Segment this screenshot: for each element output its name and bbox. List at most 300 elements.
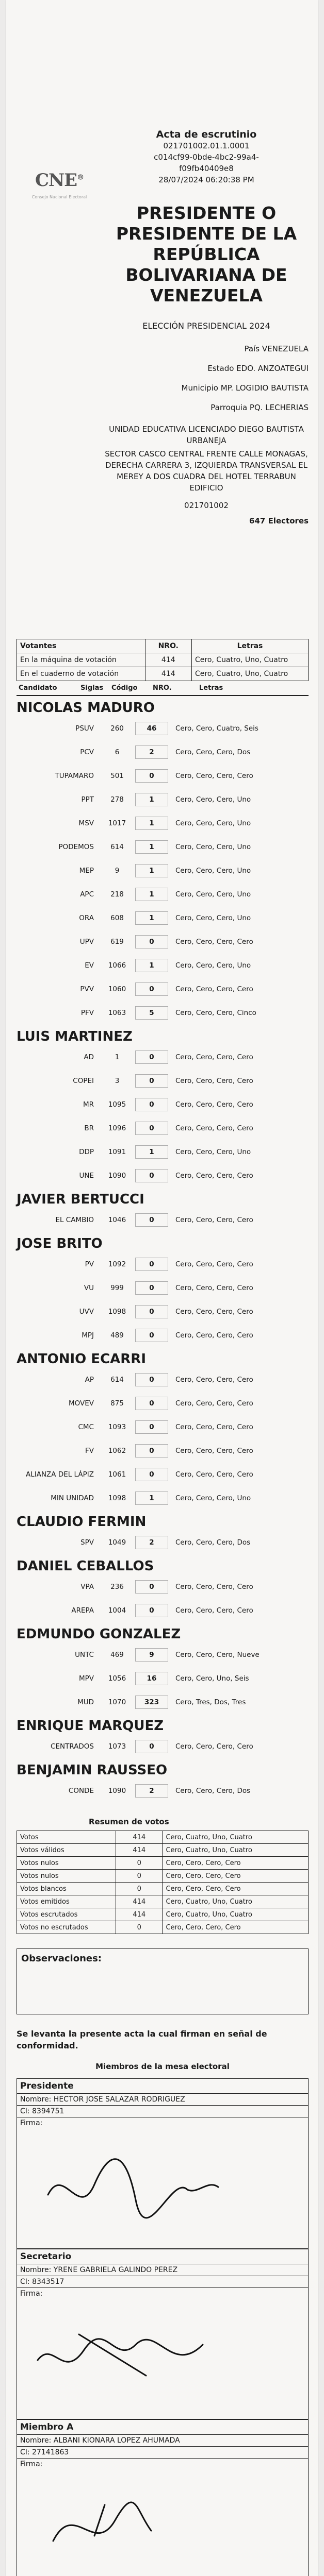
member-name: Nombre: ALBANI KIONARA LOPEZ AHUMADA bbox=[17, 2435, 308, 2447]
party-siglas: PCV bbox=[80, 748, 94, 756]
party-siglas: CMC bbox=[78, 1423, 94, 1431]
party-siglas: PSUV bbox=[75, 724, 94, 733]
party-siglas: CONDE bbox=[68, 1787, 94, 1795]
party-votes: 0 bbox=[135, 1420, 168, 1434]
member-ci: CI: 8394751 bbox=[17, 2106, 308, 2117]
party-votes-letras: Cero, Cero, Cero, Cero bbox=[175, 1308, 253, 1316]
party-codigo: 236 bbox=[110, 1583, 124, 1591]
party-votes-letras: Cero, Cero, Cero, Cero bbox=[175, 772, 253, 780]
resumen-label: Votos bbox=[17, 1831, 116, 1844]
col-codigo: Código bbox=[111, 684, 138, 692]
party-siglas: PV bbox=[85, 1260, 94, 1268]
party-row bbox=[17, 1531, 309, 1554]
party-siglas: COPEI bbox=[73, 1077, 94, 1085]
party-codigo: 1049 bbox=[108, 1538, 126, 1547]
party-votes: 0 bbox=[135, 769, 168, 783]
member-role: Miembro A bbox=[17, 2420, 308, 2435]
party-votes: 1 bbox=[135, 793, 168, 806]
party-votes-letras: Cero, Cero, Cero, Cero bbox=[175, 1399, 253, 1408]
party-row bbox=[17, 906, 309, 930]
acta-hash-2: f09fb40409e8 bbox=[179, 164, 234, 173]
member-ci: CI: 8343517 bbox=[17, 2276, 308, 2288]
party-siglas: FV bbox=[85, 1447, 94, 1455]
party-votes-letras: Cero, Cero, Cero, Uno bbox=[175, 867, 251, 875]
party-votes-letras: Cero, Cero, Cero, Cinco bbox=[175, 1009, 256, 1017]
party-row bbox=[17, 1486, 309, 1510]
parroquia: Parroquia PQ. LECHERIAS bbox=[210, 403, 309, 412]
party-votes-letras: Cero, Cero, Cero, Cero bbox=[175, 1053, 253, 1061]
resumen-row bbox=[17, 1844, 309, 1857]
party-votes-letras: Cero, Cero, Cero, Uno bbox=[175, 961, 251, 970]
resumen-row bbox=[17, 1883, 309, 1895]
party-codigo: 619 bbox=[110, 938, 124, 946]
candidates-list bbox=[17, 696, 309, 1803]
candidate-block bbox=[17, 1347, 309, 1510]
party-codigo: 1061 bbox=[108, 1470, 126, 1479]
party-codigo: 489 bbox=[110, 1331, 124, 1340]
candidate-name: JAVIER BERTUCCI bbox=[17, 1192, 144, 1207]
party-row bbox=[17, 1690, 309, 1714]
party-votes: 0 bbox=[135, 1122, 168, 1135]
party-votes: 0 bbox=[135, 1444, 168, 1458]
resumen-label: Votos nulos bbox=[17, 1870, 116, 1883]
party-votes-letras: Cero, Cero, Cero, Cero bbox=[175, 1172, 253, 1180]
party-row bbox=[17, 1779, 309, 1803]
party-siglas: VU bbox=[84, 1284, 94, 1292]
party-row bbox=[17, 1001, 309, 1025]
candidate-name: ENRIQUE MARQUEZ bbox=[17, 1718, 164, 1734]
party-codigo: 1098 bbox=[108, 1308, 126, 1316]
signature-icon bbox=[17, 2459, 306, 2576]
party-votes: 46 bbox=[135, 722, 168, 735]
party-codigo: 1 bbox=[115, 1053, 120, 1061]
candidate-block bbox=[17, 1554, 309, 1622]
party-row bbox=[17, 1045, 309, 1069]
candidate-block bbox=[17, 1510, 309, 1554]
party-row bbox=[17, 1415, 309, 1439]
party-row bbox=[17, 1392, 309, 1415]
party-votes: 0 bbox=[135, 1397, 168, 1410]
member-role: Secretario bbox=[17, 2249, 308, 2264]
resumen-nro: 414 bbox=[116, 1895, 163, 1908]
votantes-row-letras: Cero, Cuatro, Uno, Cuatro bbox=[191, 653, 308, 667]
signature-icon bbox=[17, 2117, 306, 2245]
party-votes-letras: Cero, Cero, Cero, Nueve bbox=[175, 1651, 260, 1659]
electores-count: 647 Electores bbox=[249, 516, 309, 526]
party-siglas: MEP bbox=[79, 867, 94, 875]
party-row bbox=[17, 764, 309, 788]
party-codigo: 9 bbox=[115, 867, 120, 875]
party-votes-letras: Cero, Cero, Cero, Cero bbox=[175, 1216, 253, 1224]
resumen-letras: Cero, Cuatro, Uno, Cuatro bbox=[163, 1908, 309, 1921]
col-nro: NRO. bbox=[153, 684, 172, 692]
center-address: SECTOR CASCO CENTRAL FRENTE CALLE MONAGAS, DERECHA CARRERA 3, IZQUIERDA TRANSVERSAL EL MEREY A DOS CUADRA DEL HOTEL TERRABUN EDIFICIO bbox=[105, 449, 308, 493]
logo-mark: CNE® bbox=[35, 170, 84, 191]
party-codigo: 614 bbox=[110, 1376, 124, 1384]
party-votes: 0 bbox=[135, 982, 168, 996]
party-siglas: MSV bbox=[78, 819, 94, 827]
candidate-name: DANIEL CEBALLOS bbox=[17, 1558, 154, 1574]
party-siglas: MUD bbox=[77, 1698, 94, 1706]
party-votes: 1 bbox=[135, 840, 168, 854]
resumen-nro: 414 bbox=[116, 1831, 163, 1844]
votantes-table bbox=[17, 639, 309, 681]
party-siglas: AREPA bbox=[71, 1606, 94, 1615]
col-siglas: Siglas bbox=[80, 684, 104, 692]
party-votes-letras: Cero, Cero, Cero, Cero bbox=[175, 1447, 253, 1455]
candidate-block bbox=[17, 1758, 309, 1803]
votantes-head-nro: NRO. bbox=[145, 639, 191, 653]
acta-paper bbox=[6, 0, 318, 2576]
votantes-row-maquina bbox=[17, 653, 309, 667]
party-siglas: PFV bbox=[80, 1009, 94, 1017]
party-row bbox=[17, 1093, 309, 1116]
party-row bbox=[17, 1276, 309, 1300]
party-siglas: MPV bbox=[78, 1674, 94, 1683]
estado: Estado EDO. ANZOATEGUI bbox=[207, 364, 309, 373]
party-votes: 0 bbox=[135, 935, 168, 948]
party-codigo: 260 bbox=[110, 724, 124, 733]
members-title: Miembros de la mesa electoral bbox=[95, 2062, 230, 2071]
member-ci: CI: 27141863 bbox=[17, 2447, 308, 2459]
party-codigo: 1091 bbox=[108, 1148, 126, 1156]
party-row bbox=[17, 811, 309, 835]
party-siglas: EL CAMBIO bbox=[55, 1216, 94, 1224]
party-row bbox=[17, 1069, 309, 1093]
party-votes: 0 bbox=[135, 1468, 168, 1481]
municipio: Municipio MP. LOGIDIO BAUTISTA bbox=[181, 383, 309, 393]
party-votes: 323 bbox=[135, 1696, 168, 1709]
votantes-head-row bbox=[17, 639, 309, 653]
resumen-row bbox=[17, 1895, 309, 1908]
party-codigo: 1017 bbox=[108, 819, 126, 827]
party-siglas: ORA bbox=[79, 914, 94, 922]
party-votes: 1 bbox=[135, 1492, 168, 1505]
party-codigo: 1062 bbox=[108, 1447, 126, 1455]
party-siglas: MR bbox=[83, 1100, 94, 1109]
acta-datetime: 28/07/2024 06:20:38 PM bbox=[158, 175, 254, 184]
member-firma bbox=[17, 2459, 308, 2576]
votantes-row-nro: 414 bbox=[145, 667, 191, 681]
party-votes-letras: Cero, Cero, Cero, Dos bbox=[175, 1538, 251, 1547]
party-codigo: 218 bbox=[110, 890, 124, 899]
party-siglas: AD bbox=[84, 1053, 94, 1061]
acta-title: Acta de escrutinio bbox=[156, 129, 257, 140]
party-siglas: PVV bbox=[80, 985, 94, 993]
candidate-name: CLAUDIO FERMIN bbox=[17, 1514, 147, 1530]
party-siglas: BR bbox=[84, 1124, 94, 1132]
members-list bbox=[17, 2078, 309, 2576]
party-row bbox=[17, 954, 309, 977]
party-siglas: CENTRADOS bbox=[51, 1742, 94, 1751]
party-row bbox=[17, 1164, 309, 1188]
party-codigo: 1093 bbox=[108, 1423, 126, 1431]
party-siglas: ALIANZA DEL LÁPIZ bbox=[25, 1470, 94, 1479]
party-votes-letras: Cero, Cero, Cero, Cero bbox=[175, 1331, 253, 1340]
party-row bbox=[17, 1116, 309, 1140]
party-votes: 0 bbox=[135, 1580, 168, 1594]
party-row bbox=[17, 717, 309, 740]
party-codigo: 6 bbox=[115, 748, 120, 756]
candidate-name: BENJAMIN RAUSSEO bbox=[17, 1762, 168, 1778]
party-row bbox=[17, 1575, 309, 1599]
election-name: ELECCIÓN PRESIDENCIAL 2024 bbox=[142, 321, 270, 331]
party-votes-letras: Cero, Cero, Cero, Uno bbox=[175, 1148, 251, 1156]
party-votes: 1 bbox=[135, 864, 168, 877]
party-votes: 0 bbox=[135, 1213, 168, 1227]
resumen-row bbox=[17, 1870, 309, 1883]
party-votes: 0 bbox=[135, 1373, 168, 1386]
party-row bbox=[17, 1368, 309, 1392]
party-codigo: 3 bbox=[115, 1077, 120, 1085]
party-votes-letras: Cero, Cero, Cero, Uno bbox=[175, 843, 251, 851]
party-codigo: 1063 bbox=[108, 1009, 126, 1017]
party-votes-letras: Cero, Cero, Cero, Cero bbox=[175, 1124, 253, 1132]
party-siglas: EV bbox=[85, 961, 94, 970]
party-row bbox=[17, 930, 309, 954]
member-block bbox=[17, 2078, 309, 2249]
party-siglas: APC bbox=[80, 890, 94, 899]
member-firma bbox=[17, 2288, 308, 2419]
party-votes-letras: Cero, Cero, Cero, Dos bbox=[175, 748, 251, 756]
resumen-nro: 0 bbox=[116, 1857, 163, 1870]
party-codigo: 1056 bbox=[108, 1674, 126, 1683]
resumen-nro: 414 bbox=[116, 1908, 163, 1921]
party-votes-letras: Cero, Cero, Cero, Uno bbox=[175, 795, 251, 804]
party-votes-letras: Cero, Cero, Cero, Uno bbox=[175, 819, 251, 827]
party-row bbox=[17, 977, 309, 1001]
party-votes-letras: Cero, Cero, Cero, Uno bbox=[175, 1494, 251, 1502]
resumen-letras: Cero, Cero, Cero, Cero bbox=[163, 1921, 309, 1934]
party-votes: 0 bbox=[135, 1305, 168, 1318]
party-votes-letras: Cero, Cero, Cero, Dos bbox=[175, 1787, 251, 1795]
party-votes: 2 bbox=[135, 1536, 168, 1549]
party-votes: 5 bbox=[135, 1006, 168, 1020]
candidate-block bbox=[17, 1714, 309, 1758]
party-codigo: 1066 bbox=[108, 961, 126, 970]
party-codigo: 875 bbox=[110, 1399, 124, 1408]
acta-hash-1: c014cf99-0bde-4bc2-99a4- bbox=[154, 152, 259, 162]
candidate-block bbox=[17, 1622, 309, 1714]
resumen-letras: Cero, Cuatro, Uno, Cuatro bbox=[163, 1895, 309, 1908]
party-siglas: SPV bbox=[80, 1538, 94, 1547]
party-votes-letras: Cero, Cero, Cero, Cero bbox=[175, 1423, 253, 1431]
party-siglas: TUPAMARO bbox=[55, 772, 94, 780]
party-votes: 1 bbox=[135, 1145, 168, 1159]
resumen-letras: Cero, Cuatro, Uno, Cuatro bbox=[163, 1844, 309, 1857]
party-votes-letras: Cero, Cero, Cuatro, Seis bbox=[175, 724, 258, 733]
candidate-block bbox=[17, 1025, 309, 1188]
party-row bbox=[17, 835, 309, 859]
party-votes: 0 bbox=[135, 1074, 168, 1088]
party-votes-letras: Cero, Cero, Cero, Cero bbox=[175, 1077, 253, 1085]
party-votes: 0 bbox=[135, 1281, 168, 1295]
party-votes: 0 bbox=[135, 1740, 168, 1753]
party-row bbox=[17, 1667, 309, 1690]
pais: País VENEZUELA bbox=[244, 344, 309, 353]
candidate-block bbox=[17, 1188, 309, 1232]
party-votes-letras: Cero, Cero, Uno, Seis bbox=[175, 1674, 249, 1683]
party-row bbox=[17, 740, 309, 764]
party-row bbox=[17, 1643, 309, 1667]
party-siglas: PPT bbox=[81, 795, 94, 804]
cne-logo-icon bbox=[31, 170, 88, 211]
votantes-row-cuaderno bbox=[17, 667, 309, 681]
votantes-head-label: Votantes bbox=[17, 639, 145, 653]
party-votes-letras: Cero, Cero, Cero, Cero bbox=[175, 1583, 253, 1591]
resumen-nro: 0 bbox=[116, 1870, 163, 1883]
party-votes-letras: Cero, Cero, Cero, Cero bbox=[175, 1284, 253, 1292]
resumen-title: Resumen de votos bbox=[89, 1817, 169, 1826]
party-votes: 0 bbox=[135, 1329, 168, 1342]
party-votes: 1 bbox=[135, 911, 168, 925]
party-codigo: 1096 bbox=[108, 1124, 126, 1132]
resumen-nro: 0 bbox=[116, 1883, 163, 1895]
party-votes: 16 bbox=[135, 1672, 168, 1685]
member-block bbox=[17, 2419, 309, 2576]
party-row bbox=[17, 1439, 309, 1463]
candidate-block bbox=[17, 1232, 309, 1347]
resumen-row bbox=[17, 1908, 309, 1921]
candidate-name: JOSE BRITO bbox=[17, 1236, 103, 1251]
resumen-label: Votos no escrutados bbox=[17, 1921, 116, 1934]
party-votes: 2 bbox=[135, 745, 168, 759]
center-name: UNIDAD EDUCATIVA LICENCIADO DIEGO BAUTISTA URBANEJA bbox=[109, 425, 304, 445]
resumen-label: Votos emitidos bbox=[17, 1895, 116, 1908]
resumen-row bbox=[17, 1857, 309, 1870]
party-codigo: 1095 bbox=[108, 1100, 126, 1109]
party-codigo: 1070 bbox=[108, 1698, 126, 1706]
candidate-name: ANTONIO ECARRI bbox=[17, 1351, 146, 1367]
resumen-row bbox=[17, 1921, 309, 1934]
resumen-letras: Cero, Cero, Cero, Cero bbox=[163, 1857, 309, 1870]
acta-content bbox=[17, 0, 309, 2576]
party-siglas: PODEMOS bbox=[58, 843, 94, 851]
resumen-row bbox=[17, 1831, 309, 1844]
votantes-head-letras: Letras bbox=[191, 639, 308, 653]
party-votes-letras: Cero, Cero, Cero, Cero bbox=[175, 1470, 253, 1479]
party-row bbox=[17, 1140, 309, 1164]
resumen-label: Votos blancos bbox=[17, 1883, 116, 1895]
party-siglas: DDP bbox=[79, 1148, 94, 1156]
party-votes: 0 bbox=[135, 1169, 168, 1182]
party-votes: 1 bbox=[135, 817, 168, 830]
votantes-row-label: En la máquina de votación bbox=[17, 653, 145, 667]
party-votes-letras: Cero, Cero, Cero, Cero bbox=[175, 1376, 253, 1384]
member-name: Nombre: YRENE GABRIELA GALINDO PEREZ bbox=[17, 2264, 308, 2276]
member-name: Nombre: HECTOR JOSE SALAZAR RODRIGUEZ bbox=[17, 2094, 308, 2106]
party-votes-letras: Cero, Cero, Cero, Cero bbox=[175, 1742, 253, 1751]
party-votes: 0 bbox=[135, 1258, 168, 1271]
party-codigo: 1098 bbox=[108, 1494, 126, 1502]
party-votes-letras: Cero, Cero, Cero, Cero bbox=[175, 1100, 253, 1109]
party-row bbox=[17, 883, 309, 906]
mesa-note: Se levanta la presente acta la cual firman en señal de conformidad. bbox=[17, 2029, 267, 2050]
party-codigo: 1046 bbox=[108, 1216, 126, 1224]
signature-icon bbox=[17, 2288, 306, 2416]
candidate-name: LUIS MARTINEZ bbox=[17, 1029, 133, 1044]
member-role: Presidente bbox=[17, 2079, 308, 2094]
logo-subtitle: Consejo Nacional Electoral bbox=[31, 195, 87, 199]
observaciones-box bbox=[17, 1948, 309, 2014]
candidates-column-header bbox=[17, 681, 309, 696]
party-codigo: 999 bbox=[110, 1284, 124, 1292]
party-votes-letras: Cero, Cero, Cero, Cero bbox=[175, 985, 253, 993]
col-letras: Letras bbox=[199, 684, 223, 692]
firma-label: Firma: bbox=[20, 2119, 43, 2127]
firma-label: Firma: bbox=[20, 2290, 43, 2298]
party-votes-letras: Cero, Tres, Dos, Tres bbox=[175, 1698, 246, 1706]
acta-header bbox=[17, 0, 309, 639]
party-row bbox=[17, 1735, 309, 1758]
party-siglas: AP bbox=[85, 1376, 94, 1384]
party-siglas: VPA bbox=[80, 1583, 94, 1591]
party-votes: 1 bbox=[135, 888, 168, 901]
resumen-label: Votos válidos bbox=[17, 1844, 116, 1857]
party-row bbox=[17, 1252, 309, 1276]
party-codigo: 608 bbox=[110, 914, 124, 922]
party-votes-letras: Cero, Cero, Cero, Cero bbox=[175, 1260, 253, 1268]
party-row bbox=[17, 1463, 309, 1486]
party-votes-letras: Cero, Cero, Cero, Uno bbox=[175, 890, 251, 899]
col-candidato: Candidato bbox=[19, 684, 57, 692]
party-codigo: 1004 bbox=[108, 1606, 126, 1615]
party-siglas: MOVEV bbox=[68, 1399, 94, 1408]
acta-number: 021701002.01.1.0001 bbox=[163, 141, 250, 150]
party-codigo: 469 bbox=[110, 1651, 124, 1659]
party-votes: 2 bbox=[135, 1784, 168, 1798]
votantes-row-label: En el cuaderno de votación bbox=[17, 667, 145, 681]
resumen-letras: Cero, Cero, Cero, Cero bbox=[163, 1883, 309, 1895]
votantes-row-nro: 414 bbox=[145, 653, 191, 667]
party-row bbox=[17, 1324, 309, 1347]
votantes-row-letras: Cero, Cuatro, Uno, Cuatro bbox=[191, 667, 308, 681]
resumen-letras: Cero, Cero, Cero, Cero bbox=[163, 1870, 309, 1883]
resumen-nro: 414 bbox=[116, 1844, 163, 1857]
party-codigo: 1090 bbox=[108, 1787, 126, 1795]
party-votes: 0 bbox=[135, 1098, 168, 1111]
party-row bbox=[17, 788, 309, 811]
party-votes: 1 bbox=[135, 959, 168, 972]
center-code: 021701002 bbox=[184, 501, 229, 510]
party-votes: 0 bbox=[135, 1604, 168, 1617]
party-votes-letras: Cero, Cero, Cero, Uno bbox=[175, 914, 251, 922]
party-siglas: UPV bbox=[79, 938, 94, 946]
observaciones-label: Observaciones: bbox=[21, 1953, 102, 1964]
party-row bbox=[17, 859, 309, 883]
party-row bbox=[17, 1208, 309, 1232]
party-votes-letras: Cero, Cero, Cero, Cero bbox=[175, 1606, 253, 1615]
party-siglas: UNTC bbox=[75, 1651, 94, 1659]
party-codigo: 501 bbox=[110, 772, 124, 780]
party-codigo: 1092 bbox=[108, 1260, 126, 1268]
party-row bbox=[17, 1599, 309, 1622]
candidate-name: EDMUNDO GONZALEZ bbox=[17, 1626, 181, 1642]
resumen-table bbox=[17, 1831, 309, 1934]
resumen-label: Votos escrutados bbox=[17, 1908, 116, 1921]
party-codigo: 1060 bbox=[108, 985, 126, 993]
party-siglas: UVV bbox=[79, 1308, 94, 1316]
resumen-label: Votos nulos bbox=[17, 1857, 116, 1870]
party-row bbox=[17, 1300, 309, 1324]
party-votes: 0 bbox=[135, 1050, 168, 1064]
party-votes: 9 bbox=[135, 1648, 168, 1662]
candidate-block bbox=[17, 696, 309, 1025]
firma-label: Firma: bbox=[20, 2460, 43, 2468]
party-codigo: 614 bbox=[110, 843, 124, 851]
member-block bbox=[17, 2249, 309, 2419]
election-title: PRESIDENTE O PRESIDENTE DE LA REPÚBLICA BOLIVARIANA DE VENEZUELA bbox=[116, 203, 297, 306]
